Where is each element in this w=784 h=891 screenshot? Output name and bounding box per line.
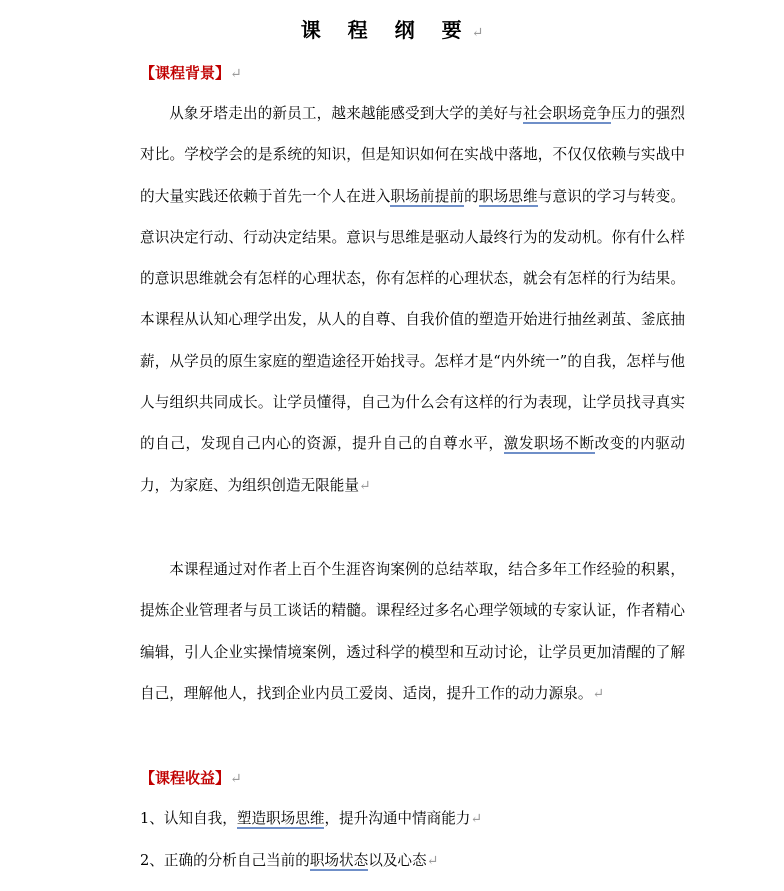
paragraph-mark-icon: ↵ <box>426 853 439 869</box>
underlined-phrase: 塑造职场思维 <box>236 810 325 827</box>
paragraph-mark-icon: ↵ <box>471 25 484 41</box>
text-run: 以及心态 <box>368 852 427 869</box>
paragraph-mark-icon: ↵ <box>592 685 605 702</box>
paragraph-mark-icon: ↵ <box>470 811 483 827</box>
background-paragraph-1 <box>140 93 685 507</box>
paragraph-mark-icon: ↵ <box>230 771 242 787</box>
text-run: 改变的内驱动力，为家庭、为组织创造无限能量 <box>140 435 685 494</box>
text-run: 2、正确的分析自己当前的 <box>140 852 310 869</box>
benefit-item-1-text <box>140 810 470 829</box>
background-paragraph-1-text <box>140 105 685 494</box>
background-heading-text: 【课程背景】 <box>140 64 231 82</box>
background-paragraph-2 <box>140 549 685 715</box>
underlined-phrase: 职场前提前 <box>390 187 465 205</box>
background-paragraph-2-text: 本课程通过对作者上百个生涯咨询案例的总结萃取，结合多年工作经验的积累，提炼企业管理者与员工谈话的精髓。课程经过多名心理学领域的专家认证，作者精心编辑，引人企业实操情境案例，透过科学的模型和互动讨论，让学员更加清醒的了解自己，理解他人，找到企业内员工爱岗、适岗，提升工作的动力源泉。 <box>140 561 685 702</box>
text-run: 从象牙塔走出的新员工，越来越能感受到大学的美好与 <box>169 105 523 122</box>
text-run: 的 <box>464 187 479 205</box>
underlined-phrase: 激发职场不断 <box>503 435 595 453</box>
underlined-phrase: 职场状态 <box>309 852 369 869</box>
title-text: 课 程 纲 要 <box>300 18 472 42</box>
text-run: 压力的强烈对比。学校学会的是系统的知识，但是知识如何在实战中落地，不仅仅依赖与实战中的大量实践还依赖于首先一个人在进入 <box>140 105 685 205</box>
benefit-item-2-text <box>140 852 427 871</box>
benefits-heading-text: 【课程收益】 <box>140 769 231 787</box>
benefit-item-1 <box>140 807 482 831</box>
text-run: 1、认知自我， <box>140 810 237 827</box>
document-title <box>0 16 784 47</box>
paragraph-mark-icon: ↵ <box>230 66 242 82</box>
underlined-phrase: 社会职场竞争 <box>522 105 612 122</box>
text-run: ，提升沟通中情商能力 <box>324 810 471 827</box>
background-heading <box>140 61 242 86</box>
underlined-phrase: 职场思维 <box>478 187 538 205</box>
benefits-heading <box>140 766 242 791</box>
paragraph-mark-icon: ↵ <box>358 477 371 494</box>
text-run: 与意识的学习与转变。意识决定行动、行动决定结果。意识与思维是驱动人最终行为的发动机。你有什么样的意识思维就会有怎样的心理状态，你有怎样的心理状态，就会有怎样的行为结果。本课程从认知心理学出发，从人的自尊、自我价值的塑造开始进行抽丝剥茧、釜底抽薪，从学员的原生家庭的塑造途径开始找寻。怎样才是“内外统一”的自我，怎样与他人与组织共同成长。让学员懂得，自己为什么会有这样的行为表现，让学员找寻真实的自己，发现自己内心的资源，提升自己的自尊水平， <box>140 187 685 453</box>
benefit-item-2 <box>140 849 438 873</box>
